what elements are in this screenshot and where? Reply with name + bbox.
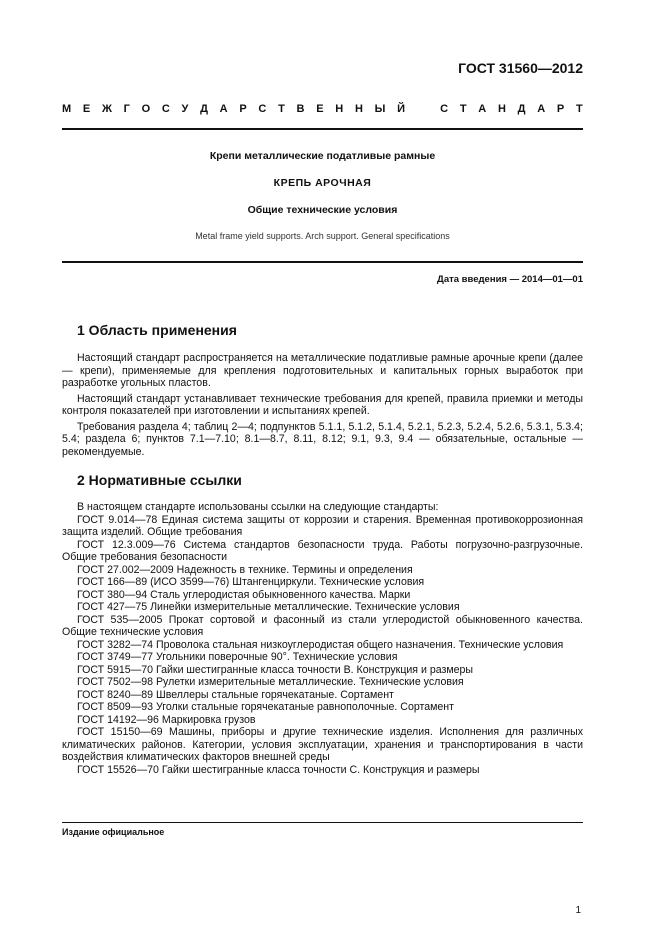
banner-letter: У [181, 103, 189, 115]
banner-letter: Е [82, 103, 91, 115]
banner-letter: Ы [374, 103, 386, 115]
reference-item: ГОСТ 380—94 Сталь углеродистая обыкновенного качества. Марки [77, 588, 411, 601]
reference-item: ГОСТ 3282—74 Проволока стальная низкоуглеродистая общего назначения. Технические условия [77, 638, 564, 651]
section-1-heading: 1 Область применения [77, 322, 237, 338]
introduction-date: Дата введения — 2014—01—01 [437, 274, 583, 285]
section-2-body [62, 501, 583, 776]
standard-code: ГОСТ 31560—2012 [458, 60, 583, 76]
reference-item: ГОСТ 15150—69 Машины, приборы и другие технические изделия. Исполнения для различных климатических районов. Категории, условия эксплуатации, хранения и транспортирования в части воздействия климатических факторов внешней среды [62, 726, 583, 763]
banner-letter: Н [354, 103, 363, 115]
paragraph: Настоящий стандарт распространяется на металлические податливые рамные арочные крепи (далее — крепи), применяемые для крепления подготовительных и капитальных горных выработок при разработке угольных пластов. [62, 352, 583, 389]
reference-item: ГОСТ 7502—98 Рулетки измерительные металлические. Технические условия [77, 676, 464, 688]
document-title-line1: Крепи металлические податливые рамные [209, 150, 436, 162]
banner-letter: Т [278, 103, 285, 115]
reference-item: ГОСТ 8240—89 Швеллеры стальные горячекатаные. Сортамент [77, 688, 394, 701]
document-title-line2: КРЕПЬ АРОЧНАЯ [273, 177, 372, 189]
banner-letter: Р [239, 103, 247, 115]
reference-item: ГОСТ 8509—93 Уголки стальные горячекатаные равнополочные. Сортамент [77, 701, 454, 713]
banner-letter: Н [497, 103, 506, 115]
banner-letter: О [141, 103, 151, 115]
banner-letter: С [440, 103, 449, 115]
banner-letter: М [62, 103, 72, 115]
references-intro: В настоящем стандарте использованы ссылки на следующие стандарты: [77, 501, 439, 513]
reference-item: ГОСТ 12.3.009—76 Система стандартов безопасности труда. Работы погрузочно-разгрузочные. Общие требования безопасности [62, 538, 583, 563]
header-rule [62, 128, 583, 130]
banner-letter: А [537, 103, 546, 115]
paragraph: Требования раздела 4; таблиц 2—4; подпунктов 5.1.1, 5.1.2, 5.1.4, 5.2.1, 5.2.3, 5.2.4, 5.2.6, 5.3.1, 5.3.4; 5.4; раздела 6; пунктов 7.1—7.10; 8.1—8.7, 8.11, 8.12; 9.1, 9.3, 9.4 — обязательные, остальные — рекомендуемые. [62, 420, 583, 458]
interstate-standard-banner [62, 103, 583, 115]
reference-item: ГОСТ 15526—70 Гайки шестигранные класса точности С. Конструкция и размеры [77, 763, 480, 776]
banner-letter: А [478, 103, 487, 115]
banner-letter: Д [517, 103, 526, 115]
banner-letter: Т [575, 103, 583, 115]
reference-item: ГОСТ 166—89 (ИСО 3599—76) Штангенциркули. Технические условия [77, 576, 425, 588]
banner-letter: Ж [101, 103, 112, 115]
reference-item: ГОСТ 9.014—78 Единая система защиты от коррозии и старения. Временная противокоррозионная защита изделий. Общие требования [62, 513, 583, 538]
banner-letter: Г [123, 103, 130, 115]
banner-letter: В [296, 103, 305, 115]
page-number: 1 [575, 905, 581, 916]
banner-letter: С [258, 103, 267, 115]
reference-item: ГОСТ 5915—70 Гайки шестигранные класса точности В. Конструкция и размеры [77, 663, 474, 676]
reference-item: ГОСТ 3749—77 Угольники поверочные 90°. Технические условия [77, 651, 398, 663]
banner-letter: Т [459, 103, 467, 115]
reference-item: ГОСТ 427—75 Линейки измерительные металлические. Технические условия [77, 601, 460, 613]
section-2-heading: 2 Нормативные ссылки [77, 472, 242, 488]
reference-item: ГОСТ 27.002—2009 Надежность в технике. Термины и определения [77, 563, 413, 576]
banner-letter: Н [335, 103, 344, 115]
paragraph: Настоящий стандарт устанавливает технические требования для крепей, правила приемки и методы контроля показателей при изготовлении и испытаниях крепей. [62, 392, 583, 417]
banner-letter: С [161, 103, 170, 115]
banner-letter: Р [556, 103, 565, 115]
banner-letter: Д [200, 103, 208, 115]
document-title-line3: Общие технические условия [247, 204, 398, 216]
document-title-english: Metal frame yield supports. Arch support. General specifications [195, 231, 450, 241]
title-rule [62, 261, 583, 263]
section-1-body [62, 352, 583, 458]
banner-letter: А [219, 103, 228, 115]
banner-letter: Е [316, 103, 324, 115]
footer-rule [62, 822, 583, 823]
banner-letter: Й [397, 103, 406, 115]
reference-item: ГОСТ 535—2005 Прокат сортовой и фасонный из стали углеродистой обыкновенного качества. Общие технические условия [62, 613, 583, 638]
reference-item: ГОСТ 14192—96 Маркировка грузов [77, 713, 256, 726]
official-edition-label: Издание официальное [62, 827, 165, 837]
